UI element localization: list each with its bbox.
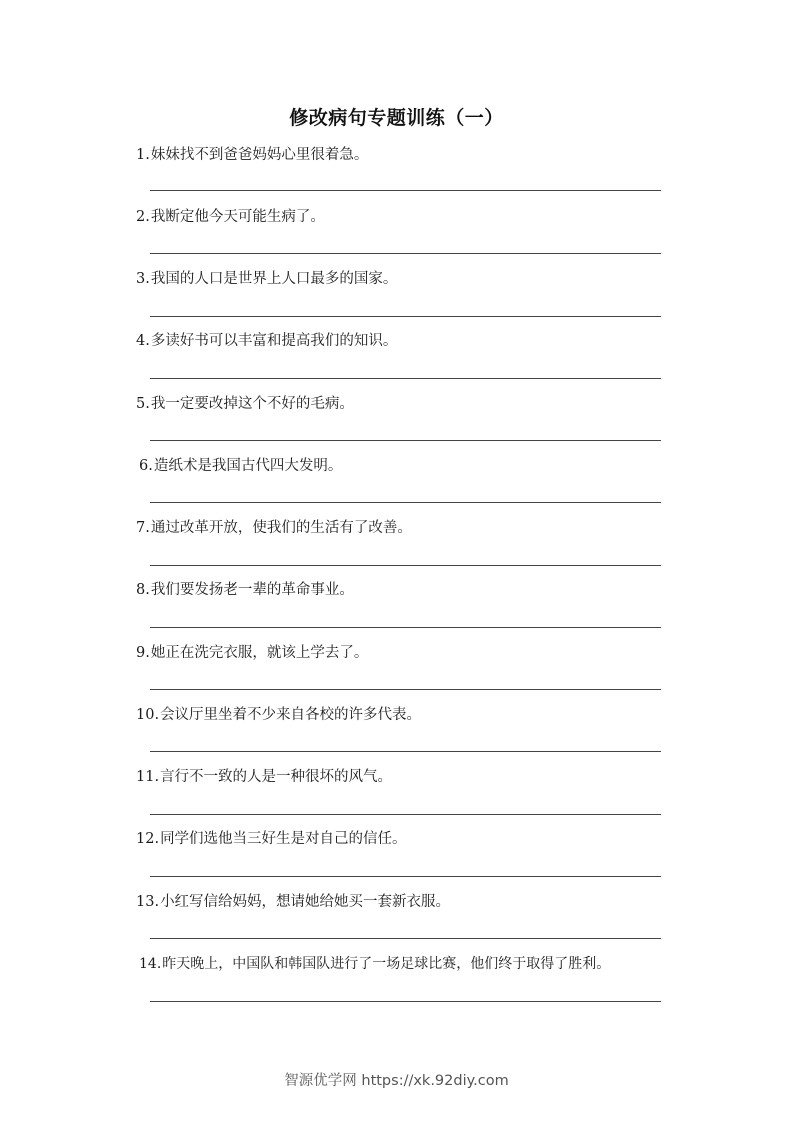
question-sentence: 言行不一致的人是一种很坏的风气。 — [160, 769, 393, 785]
question-1 — [136, 145, 696, 165]
answer-line[interactable] — [150, 876, 661, 877]
question-2 — [136, 207, 696, 227]
footer-watermark: 智源优学网 https://xk.92diy.com — [284, 1073, 509, 1089]
question-number: 11. — [136, 769, 160, 785]
answer-line[interactable] — [150, 502, 661, 503]
answer-line[interactable] — [150, 689, 661, 690]
question-text — [139, 456, 699, 476]
question-sentence: 造纸术是我国古代四大发明。 — [153, 458, 343, 474]
question-text — [136, 207, 696, 227]
question-text — [136, 643, 696, 663]
question-text — [136, 394, 696, 414]
question-sentence: 会议厅里坐着不少来自各校的许多代表。 — [160, 707, 422, 723]
question-text — [136, 269, 696, 289]
question-sentence: 我国的人口是世界上人口最多的国家。 — [150, 271, 398, 287]
question-13 — [136, 892, 696, 912]
question-number: 5. — [136, 396, 150, 412]
question-10 — [136, 705, 696, 725]
answer-line[interactable] — [150, 316, 661, 317]
question-5 — [136, 394, 696, 414]
question-number: 2. — [136, 209, 150, 225]
question-number: 14. — [139, 956, 162, 972]
question-sentence: 她正在洗完衣服，就该上学去了。 — [150, 645, 369, 661]
question-sentence: 通过改革开放，使我们的生活有了改善。 — [150, 520, 412, 536]
answer-line[interactable] — [150, 190, 661, 191]
question-number: 8. — [136, 582, 150, 598]
question-number: 13. — [136, 894, 160, 910]
answer-line[interactable] — [150, 751, 661, 752]
question-sentence: 我断定他今天可能生病了。 — [150, 209, 325, 225]
question-number: 7. — [136, 520, 150, 536]
answer-line[interactable] — [150, 938, 661, 939]
question-text — [136, 767, 696, 787]
answer-line[interactable] — [150, 378, 661, 379]
answer-line[interactable] — [150, 253, 661, 254]
question-number: 4. — [136, 333, 150, 349]
question-12 — [136, 829, 696, 849]
question-number: 9. — [136, 645, 150, 661]
question-text — [136, 580, 696, 600]
question-text — [136, 829, 696, 849]
answer-line[interactable] — [150, 627, 661, 628]
question-number: 6. — [139, 458, 153, 474]
question-3 — [136, 269, 696, 289]
page-title: 修改病句专题训练（一） — [289, 107, 504, 129]
question-number: 10. — [136, 707, 160, 723]
answer-line[interactable] — [150, 565, 661, 566]
question-text — [136, 518, 696, 538]
answer-line[interactable] — [150, 814, 661, 815]
question-7 — [136, 518, 696, 538]
question-sentence: 妹妹找不到爸爸妈妈心里很着急。 — [150, 147, 369, 163]
question-text — [139, 954, 699, 974]
question-sentence: 同学们选他当三好生是对自己的信任。 — [160, 831, 407, 847]
question-text — [136, 705, 696, 725]
question-11 — [136, 767, 696, 787]
question-number: 12. — [136, 831, 160, 847]
question-text — [136, 892, 696, 912]
question-9 — [136, 643, 696, 663]
question-14 — [139, 954, 699, 974]
question-sentence: 小红写信给妈妈，想请她给她买一套新衣服。 — [160, 894, 451, 910]
question-text — [136, 331, 696, 351]
question-number: 3. — [136, 271, 150, 287]
question-sentence: 我们要发扬老一辈的革命事业。 — [150, 582, 354, 598]
question-sentence: 多读好书可以丰富和提高我们的知识。 — [150, 333, 398, 349]
question-4 — [136, 331, 696, 351]
question-sentence: 昨天晚上，中国队和韩国队进行了一场足球比赛，他们终于取得了胜利。 — [162, 956, 611, 972]
question-text — [136, 145, 696, 165]
question-8 — [136, 580, 696, 600]
question-number: 1. — [136, 147, 150, 163]
question-6 — [139, 456, 699, 476]
answer-line[interactable] — [150, 440, 661, 441]
question-sentence: 我一定要改掉这个不好的毛病。 — [150, 396, 354, 412]
answer-line[interactable] — [150, 1001, 661, 1002]
